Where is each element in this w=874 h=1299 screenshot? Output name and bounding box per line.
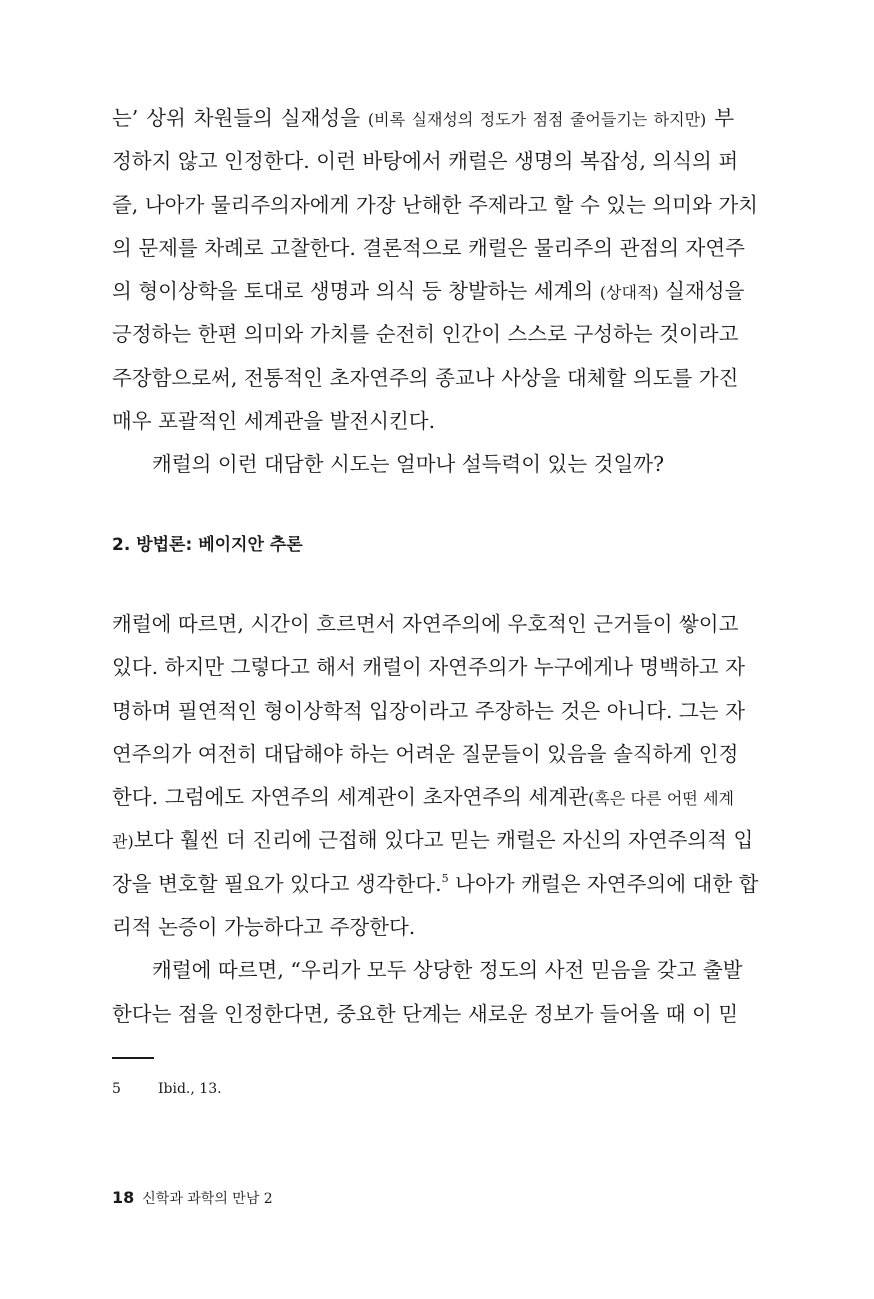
text-line: 명하며 필연적인 형이상학적 입장이라고 주장하는 것은 아니다. 그는 자 (112, 698, 745, 723)
text-line: 의 문제를 차례로 고찰한다. 결론적으로 캐럴은 물리주의 관점의 자연주 (112, 235, 745, 260)
text-line: 리적 논증이 가능하다고 주장한다. (112, 915, 416, 940)
text-line: 정하지 않고 인정한다. 이런 바탕에서 캐럴은 생명의 복잡성, 의식의 퍼 (112, 149, 739, 174)
text-line: 캐럴에 따르면, 시간이 흐르면서 자연주의에 우호적인 근거들이 쌓이고 (112, 612, 739, 636)
text-line: 장을 변호할 필요가 있다고 생각한다.$^5$ 나아가 캐럴은 자연주의에 대한 합 (112, 871, 759, 896)
page-footer (112, 1186, 273, 1211)
book-title: 신학과 과학의 만남 2 (142, 1191, 273, 1207)
text-line: 즐, 나아가 물리주의자에게 가장 난해한 주제라고 할 수 있는 의미와 가치 (112, 192, 758, 217)
parenthetical-note: (혹은 다른 어떤 세계 (588, 789, 734, 809)
body-text-bottom (112, 603, 759, 1036)
text-line: 주장함으로써, 전통적인 초자연주의 종교나 사상을 대체할 의도를 가진 (112, 365, 739, 390)
footnote-divider (112, 1057, 154, 1059)
text-line: 는’ 상위 차원들의 실재성을 (비록 실재성의 정도가 점점 줄어들기는 하지만) 부 (112, 106, 734, 130)
text-line: 매우 포괄적인 세계관을 발전시킨다. (112, 409, 436, 434)
page-number: 18 (112, 1188, 135, 1207)
section-heading: 2. 방법론: 베이지안 추론 (112, 535, 303, 555)
parenthetical-note: (비록 실재성의 정도가 점점 줄어들기는 하지만) (367, 110, 707, 129)
footnote-number: 5 (112, 1081, 121, 1097)
footnote (112, 1078, 222, 1100)
text-line: 관)보다 훨씬 더 진리에 근접해 있다고 믿는 캐럴은 자신의 자연주의적 입 (112, 828, 754, 853)
text-line: 연주의가 여전히 대답해야 하는 어려운 질문들이 있음을 솔직하게 인정 (112, 741, 739, 766)
parenthetical-note: (상대적) (599, 283, 659, 303)
paragraph-question: 캐럴의 이런 대담한 시도는 얼마나 설득력이 있는 것일까? (152, 452, 665, 477)
text-line: 의 형이상학을 토대로 생명과 의식 등 창발하는 세계의 (상대적) 실재성을 (112, 279, 745, 304)
text-line: 캐럴에 따르면, “우리가 모두 상당한 정도의 사전 믿음을 갖고 출발 (152, 958, 743, 983)
parenthetical-note: 관) (112, 832, 134, 852)
text-line: 한다는 점을 인정한다면, 중요한 단계는 새로운 정보가 들어올 때 이 믿 (112, 1001, 739, 1026)
text-line: 한다. 그럼에도 자연주의 세계관이 초자연주의 세계관(혹은 다른 어떤 세계 (112, 785, 734, 810)
footnote-text: Ibid., 13. (158, 1081, 222, 1097)
footnote-reference[interactable]: 5 (441, 871, 449, 885)
body-text-top (112, 97, 758, 487)
text-line: 긍정하는 한편 의미와 가치를 순전히 인간이 스스로 구성하는 것이라고 (112, 322, 739, 347)
text-line: 있다. 하지만 그렇다고 해서 캐럴이 자연주의가 누구에게나 명백하고 자 (112, 655, 745, 680)
